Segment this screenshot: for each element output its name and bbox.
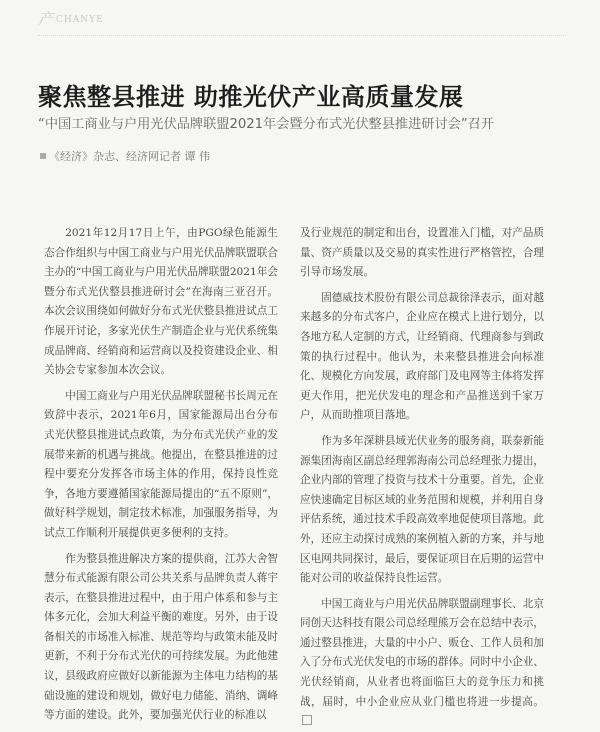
bullet-square-icon <box>40 153 46 159</box>
magazine-logo <box>38 8 104 29</box>
logo-mark: 产 <box>38 10 55 28</box>
body-paragraph: 及行业规范的制定和出台，设置准入门槛，对产品质量、资产质量以及交易的真实性进行严格管控，合理引导市场发展。 <box>300 227 544 279</box>
body-column-left <box>44 224 278 726</box>
body-paragraph-text: 中国工商业与户用光伏品牌联盟副理事长、北京同创天达科技有限公司总经理熊万会在总结中表示，通过整县推进，大量的中小户、贩仓、工作人员和加入了分布式光伏发电的市场的群体。同时中小企业、光伏经销商，从业者也将面临巨大的竞争压力和挑战，届时，中小企业应从业门槛也将进一步提高。 <box>300 597 544 708</box>
logo-text: CHANYE <box>56 15 104 25</box>
body-paragraph-last <box>300 595 544 732</box>
body-column-right <box>300 224 544 732</box>
article-title: 聚焦整县推进 助推光伏产业高质量发展 <box>38 83 464 111</box>
body-paragraph: 中国工商业与户用光伏品牌联盟秘书长周元在致辞中表示，2021年6月，国家能源局出台分布式光伏整县推进试点政策，为分布式光伏产业的发展带来新的机遇与挑战。他提出，在整县推进的过程中要充分发挥各市场主体的作用，保持良性竞争，各地方要遵循国家能源局提出的“五不原则”，做好科学规划，制定技术标准，加强服务指导，为试点工作顺利开展提供更多便利的支持。 <box>44 389 278 539</box>
end-of-article-icon <box>302 715 312 725</box>
article-byline <box>40 148 210 164</box>
body-paragraph: 固德威技术股份有限公司总裁徐泽表示，面对越来越多的分布式客户，企业应在模式上进行划分，以各地方私人定制的方式，让经销商、代理商参与到政策的执行过程中。他认为，未来整县推进会向标准化、规模化方向发展，政府部门及电网等主体将发挥更大作用，把光伏发电的理念和产品推送到千家万户，从而助推项目落地。 <box>300 291 544 422</box>
body-paragraph: 作为多年深耕县域光伏业务的服务商，联泰新能源集团海南区副总经理郭海南公司总经理张力提出，企业内部的管理了投资与技术十分重要。首先，企业应快速确定目标区域的业务范围和规模，并利用自身评估系统，通过技术手段高效率地促使项目落地。此外，还应主动探讨成熟的案例植入新的方案，并与地区电网共同探讨，最后，要保证项目在后期的运营中能对公司的收益保持良性运营。 <box>300 434 544 585</box>
header-divider <box>38 35 566 36</box>
article-subtitle: “中国工商业与户用光伏品牌联盟2021年会暨分布式光伏整县推进研讨会”召开 <box>38 117 495 132</box>
byline-text: 《经济》杂志、经济网记者 谭 伟 <box>49 150 210 163</box>
body-paragraph: 2021年12月17日上午，由PGO绿色能源生态合作组织与中国工商业与户用光伏品牌联盟联合主办的“中国工商业与户用光伏品牌联盟2021年会暨分布式光伏整县推进研讨会”在海南三亚召开。本次会议围绕如何做好分布式光伏整县推进试点工作展开讨论，多家光伏生产制造企业与光伏系统集成品牌商、经销商和运营商以及投资建设企业、相关协会专家参加本次会议。 <box>44 227 278 377</box>
body-paragraph: 作为整县推进解决方案的提供商，江苏大舍智慧分布式能源有限公司公共关系与品牌负责人蒋宇表示，在整县推进过程中，由于用户体系和参与主体多元化，会加大利益平衡的难度。另外，由于设备相关的市场准入标准、规范等均与政策未能及时更新，不利于分布式光伏的可持续发展。为此他建议，县级政府应做好以新能源为主体电力结构的基础设施的建设和规划，做好电力储能、消纳、调峰等方面的建设。此外，要加强光伏行业的标准以 <box>44 552 278 722</box>
